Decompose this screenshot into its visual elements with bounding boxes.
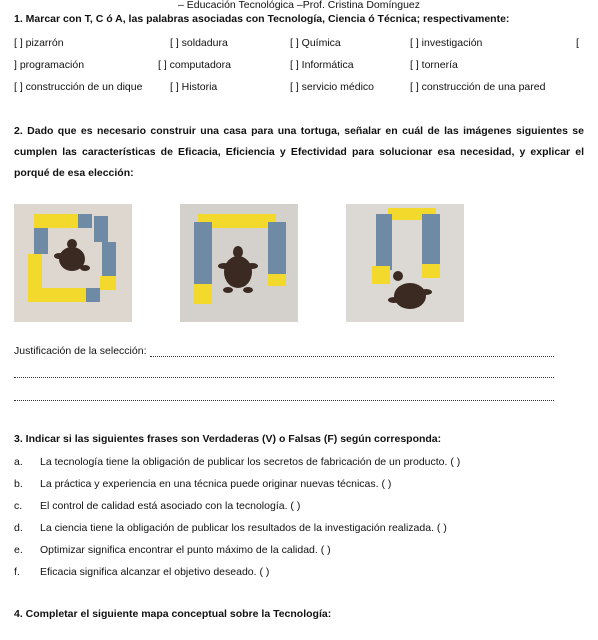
q3-item-letter: e. xyxy=(14,544,23,556)
q1-option[interactable]: [ ] servicio médico xyxy=(290,81,375,93)
question-1-title: 1. Marcar con T, C ó A, las palabras asociadas con Tecnología, Ciencia ó Técnica; respectivamente: xyxy=(14,13,510,25)
q1-option[interactable]: [ ] pizarrón xyxy=(14,37,64,49)
turtle-house-image-3[interactable] xyxy=(346,204,464,322)
q1-option[interactable]: [ ] Informática xyxy=(290,59,354,71)
q3-item-letter: b. xyxy=(14,478,23,490)
q1-row-2 xyxy=(0,59,598,73)
q1-option[interactable]: [ ] soldadura xyxy=(170,37,228,49)
q3-item xyxy=(14,522,447,534)
q3-item-text[interactable]: La tecnología tiene la obligación de publicar los secretos de fabricación de un producto. ( ) xyxy=(40,456,461,468)
turtle-house-image-2[interactable] xyxy=(180,204,298,322)
question-3-title: 3. Indicar si las siguientes frases son Verdaderas (V) o Falsas (F) según corresponda: xyxy=(14,433,442,445)
question-2-title: 2. Dado que es necesario construir una casa para una tortuga, señalar en cuál de las imágenes siguientes se cumplen las características de Eficacia, Eficiencia y Efectividad para solucionar esa necesidad, y explicar el porqué de esa elección: xyxy=(14,125,584,179)
document-header: – Educación Tecnológica –Prof. Cristina Domínguez xyxy=(177,0,421,11)
q1-option[interactable]: ] programación xyxy=(14,59,85,71)
q1-option[interactable]: [ ] construcción de una pared xyxy=(410,81,546,93)
q1-option[interactable]: [ ] tornería xyxy=(410,59,458,71)
q1-row-3 xyxy=(0,81,598,95)
q3-item-letter: a. xyxy=(14,456,23,468)
q1-option[interactable]: [ ] investigación xyxy=(410,37,483,49)
justification-label: Justificación de la selección: xyxy=(14,345,147,357)
q3-item-text[interactable]: Optimizar significa encontrar el punto máximo de la calidad. ( ) xyxy=(40,544,331,556)
q3-item xyxy=(14,500,300,512)
q1-option[interactable]: [ ] computadora xyxy=(158,59,231,71)
justification-line[interactable] xyxy=(14,376,554,378)
q1-option[interactable]: [ xyxy=(576,37,579,49)
q3-item-text[interactable]: La ciencia tiene la obligación de publicar los resultados de la investigación realizada. ( ) xyxy=(40,522,447,534)
q3-item-letter: f. xyxy=(14,566,20,578)
q3-item-text[interactable]: El control de calidad está asociado con la tecnología. ( ) xyxy=(40,500,301,512)
q3-item xyxy=(14,544,331,556)
q1-row-1 xyxy=(0,37,598,51)
q3-item xyxy=(14,566,269,578)
q3-item-letter: c. xyxy=(14,500,23,512)
q3-item-text[interactable]: Eficacia significa alcanzar el objetivo deseado. ( ) xyxy=(40,566,270,578)
q3-item-text[interactable]: La práctica y experiencia en una técnica puede originar nuevas técnicas. ( ) xyxy=(40,478,392,490)
q1-option[interactable]: [ ] Química xyxy=(290,37,341,49)
q3-item xyxy=(14,478,391,490)
justification-line[interactable] xyxy=(150,355,554,357)
q3-item-letter: d. xyxy=(14,522,23,534)
q3-item xyxy=(14,456,460,468)
q1-option[interactable]: [ ] Historia xyxy=(170,81,218,93)
turtle-house-image-1[interactable] xyxy=(14,204,132,322)
question-4-title: 4. Completar el siguiente mapa conceptual sobre la Tecnología: xyxy=(14,608,332,620)
q1-option[interactable]: [ ] construcción de un dique xyxy=(14,81,143,93)
justification-line[interactable] xyxy=(14,399,554,401)
